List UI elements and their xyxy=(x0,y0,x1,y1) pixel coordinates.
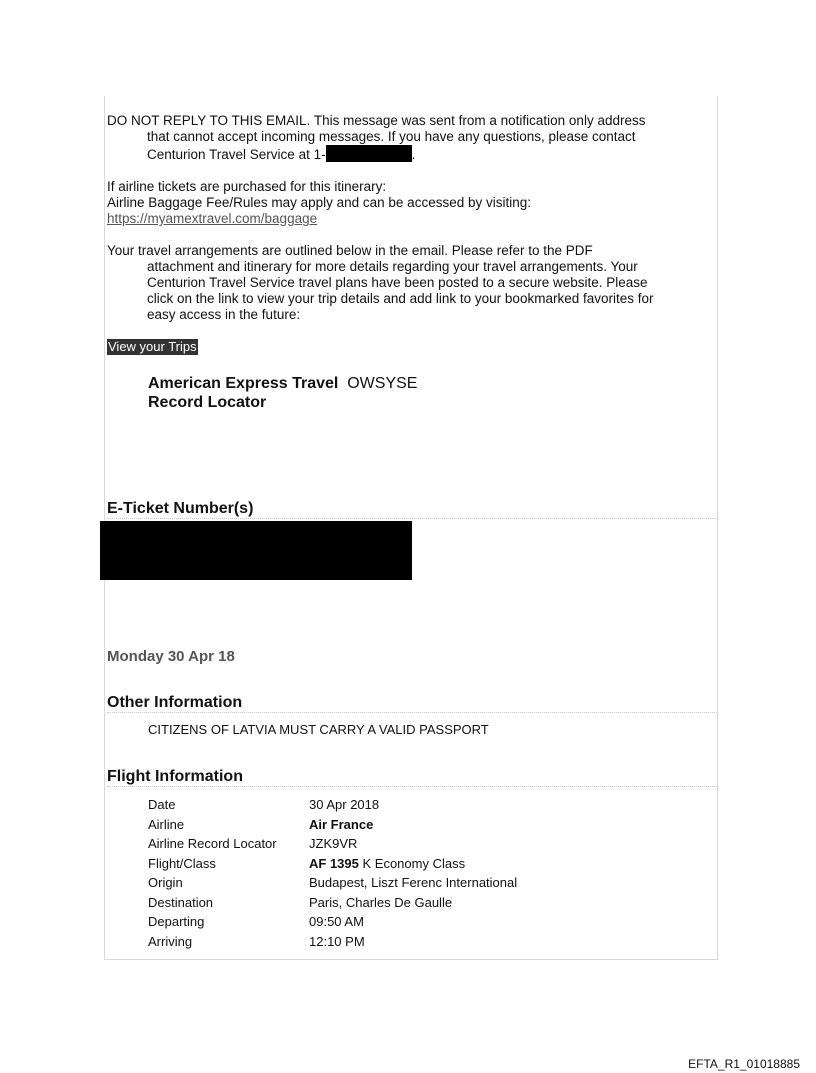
notice-line-3 xyxy=(107,145,687,163)
baggage-info xyxy=(107,179,687,227)
baggage-link[interactable]: https://myamextravel.com/baggage xyxy=(107,211,318,226)
flight-row-date xyxy=(148,795,517,815)
flight-label: Airline Record Locator xyxy=(148,836,277,851)
notice-line-1: DO NOT REPLY TO THIS EMAIL. This message was sent from a notification only address xyxy=(107,113,646,128)
redacted-phone-number xyxy=(326,145,412,162)
arrangements-line-3: Centurion Travel Service travel plans have been posted to a secure website. Please xyxy=(147,275,648,290)
eticket-heading: E-Ticket Number(s) xyxy=(107,500,717,519)
record-locator xyxy=(148,374,417,412)
record-locator-label-2: Record Locator xyxy=(148,394,267,411)
travel-arrangements xyxy=(107,243,687,323)
notice-line-3-prefix: Centurion Travel Service at 1- xyxy=(147,147,326,162)
other-info-text: CITIZENS OF LATVIA MUST CARRY A VALID PASSPORT xyxy=(148,722,489,737)
flight-label: Departing xyxy=(148,914,205,929)
arrangements-line-2: attachment and itinerary for more details regarding your travel arrangements. Your xyxy=(147,259,638,274)
flight-label: Arriving xyxy=(148,933,193,949)
flight-value: Paris, Charles De Gaulle xyxy=(309,894,453,910)
notice-line-3-suffix: . xyxy=(411,147,416,162)
flight-info-table xyxy=(148,795,517,951)
flight-info-heading: Flight Information xyxy=(107,768,717,787)
flight-value: 09:50 AM xyxy=(309,914,364,929)
notice-line-2: that cannot accept incoming messages. If you have any questions, please contact xyxy=(147,129,636,144)
view-trips-button[interactable]: View your Trips xyxy=(108,339,197,354)
flight-value: Budapest, Liszt Ferenc International xyxy=(309,875,518,890)
flight-label: Origin xyxy=(148,875,183,890)
arrangements-line-4: click on the link to view your trip details and add link to your bookmarked favorites for xyxy=(147,291,654,306)
flight-row-record-locator xyxy=(148,834,517,854)
flight-row-departing xyxy=(148,912,517,932)
record-locator-value: OWSYSE xyxy=(347,375,418,392)
flight-value: 12:10 PM xyxy=(309,933,365,949)
baggage-line-1: If airline tickets are purchased for this itinerary: xyxy=(107,179,387,194)
redacted-eticket-numbers xyxy=(100,521,412,580)
flight-row-airline xyxy=(148,815,517,835)
flight-row-arriving xyxy=(148,932,517,952)
itinerary-date-heading: Monday 30 Apr 18 xyxy=(107,648,235,665)
flight-number: AF 1395 xyxy=(309,855,359,871)
flight-label: Flight/Class xyxy=(148,855,216,871)
no-reply-notice xyxy=(107,113,687,163)
document-id: EFTA_R1_01018885 xyxy=(688,1057,800,1071)
flight-value: 30 Apr 2018 xyxy=(309,797,380,812)
flight-row-origin xyxy=(148,873,517,893)
flight-value: Air France xyxy=(309,816,374,832)
flight-label: Destination xyxy=(148,894,214,910)
other-info-heading: Other Information xyxy=(107,694,717,713)
record-locator-label-1: American Express Travel xyxy=(148,375,339,392)
flight-class: K Economy Class xyxy=(358,855,466,871)
flight-label: Date xyxy=(148,797,176,812)
flight-label: Airline xyxy=(148,816,185,832)
flight-value: JZK9VR xyxy=(309,836,358,851)
arrangements-line-1: Your travel arrangements are outlined below in the email. Please refer to the PDF xyxy=(107,243,593,258)
arrangements-line-5: easy access in the future: xyxy=(147,307,301,322)
flight-row-destination xyxy=(148,893,517,913)
flight-row-flight-class xyxy=(148,854,517,874)
baggage-line-2: Airline Baggage Fee/Rules may apply and can be accessed by visiting: xyxy=(107,195,531,210)
